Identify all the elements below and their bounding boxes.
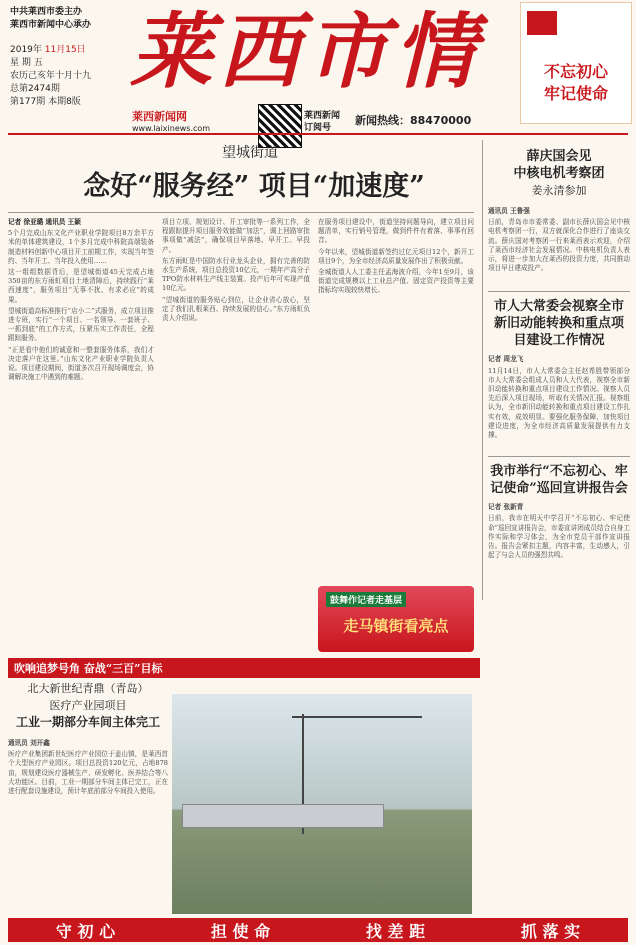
weekday: 星 期 五 (10, 58, 43, 68)
story-headline: 工业一期部分车间主体完工 (15, 715, 160, 729)
paragraph: 11月14日，市人大常委会主任赵希胜带领部分市人大常委会组成人员和人大代表，视察全市新旧动能转换和重点项目建设工作情况。视察人员先后深入项目现场，听取有关情况汇报。视察组认为，全市新旧动能转换和重点项目建设工作扎实有效，成效明显。要强化服务保障，加快项目建设进度，为全市经济高质量发展提供有力支撑。 (488, 366, 630, 440)
paragraph: 全城街道人人工委主任孟海波介绍，今年1至9月，该街道完成规模以上工业总产值、固定资产投资等主要指标均实现较快增长。 (318, 268, 474, 295)
slogan-item: 找 差 距 (365, 921, 426, 941)
paragraph: 这一组组数据背后，是望城街道45天完成占地350亩的东方雨虹项目土地清障后，持续践行“莱西速度”，服务项目“无事不扰、有求必应”的成果。 (8, 268, 154, 304)
divider (488, 456, 630, 457)
lead-column-3 (318, 218, 474, 298)
byline: 记者 张新青 (488, 503, 524, 512)
year: 2019年 (10, 45, 42, 55)
paragraph: 项目立项、规划设计、开工审批等一系列工作，全程跟踪提升项目服务效能做“加法”，调上回路审批事项做“减法”，确保项目早落地、早开工、早投产。 (162, 218, 310, 254)
page-count: 本期8版 (48, 97, 81, 107)
newspaper-title: 莱西市情 (130, 4, 482, 100)
paragraph: “正是看中他们的诚意和一整套服务体系，我们才决定落户在这里。”山东文化产业职业学院负责人说。项目建设期间，街道多次召开现场调度会，协调解决施工中遇到的难题。 (8, 345, 154, 382)
site-url[interactable]: www.laixinews.com (132, 124, 211, 133)
party-flag-icon (527, 11, 557, 35)
lead-column-2 (162, 218, 310, 325)
story-headline: 中核电机考察团 (513, 166, 605, 181)
column-divider (482, 140, 483, 600)
promo-banner[interactable] (318, 586, 474, 652)
site-logo[interactable] (132, 108, 252, 133)
divider (488, 291, 630, 292)
hotline-number: 88470000 (410, 114, 472, 127)
paragraph: 日前，青岛市市委常委、副市长薛庆国会见中核电机考察团一行，双方就深化合作进行了座谈交流。薛庆国对考察团一行来莱西表示欢迎，介绍了莱西市经济社会发展情况。中核电机负责人表示，将进一步加大在莱西的投资力度，共同推动项目早日建成投产。 (488, 218, 630, 273)
issue-number: 第177期 (10, 97, 46, 107)
site-name: 莱西新闻网 (132, 110, 187, 123)
date: 11月15日 (44, 45, 86, 55)
badge-line: 不忘初心 (543, 62, 608, 81)
section2-story (8, 680, 168, 798)
sponsor: 莱西市新闻中心承办 (10, 20, 92, 30)
lead-headline: 念好“服务经” 项目“加速度” (83, 171, 425, 202)
divider (8, 212, 474, 213)
story-headline: 医疗产业园项目 (49, 699, 127, 712)
footer-slogan-bar (8, 918, 628, 942)
paragraph: 在服务项目建设中，街道坚持问题导向，建立项目问题清单，实行销号管理，做到件件有着落、事事有回音。 (318, 218, 474, 245)
story-headline: 北大新世纪青鼎（青岛） (27, 682, 149, 695)
construction-photo (172, 694, 472, 914)
slogan-item: 抓 落 实 (520, 921, 581, 941)
paragraph: 东方雨虹是中国防水行业龙头企业，拥有完善的防水生产系统，项目总投资10亿元，一期年产高分子TPO防水材料生产线主装置。投产后年可实现产值10亿元。 (162, 256, 310, 293)
paragraph: “望城街道的服务贴心到位，让企业省心放心，坚定了我们扎根莱西、持续发展的信心。”东方雨虹负责人介绍说。 (162, 295, 310, 323)
lead-kicker: 望城街道 (222, 145, 278, 161)
promo-tag: 鼓舞作记者走基层 (326, 592, 406, 607)
slogan-item: 担 使 命 (210, 921, 271, 941)
subscribe-line: 莱西新闻 (304, 111, 341, 121)
crane-arm (292, 716, 422, 718)
paragraph: 5个月完成山东文化产业职业学院项目8万余平方米的单体建筑建设，1个多月完成中科院高端装备制造材料创新中心项目开工前期工作，实现当年签约、当年开工、当年投入使用…… (8, 229, 154, 265)
section-tag: 吹响追梦号角 奋战“三百”目标 (8, 658, 480, 678)
masthead-info (10, 6, 120, 109)
byline: 通讯员 王鲁强 (488, 207, 530, 215)
story-headline: 市人大常委会视察全市新旧动能转换和重点项目建设工作情况 (493, 299, 624, 349)
slogan-badge (520, 2, 632, 124)
lunar-date: 农历己亥年十月十九 (10, 71, 92, 81)
badge-line: 牢记使命 (543, 84, 608, 103)
story-headline: 我市举行“不忘初心、牢记使命”巡回宣讲报告会 (490, 464, 628, 497)
sponsor: 中共莱西市委主办 (10, 7, 83, 17)
byline: 记者 徐亚璐 通讯员 王颖 (8, 218, 81, 226)
hotline-label: 新闻热线： (355, 114, 410, 127)
paragraph: 望城街道高标准推行“店小二”式服务，成立项目推进专班，实行“一个项目、一名领导、一套班子、一抓到底”的工作方式，压紧压实工作责任，全程跟踪服务。 (8, 306, 154, 343)
paragraph: 医疗产业集团新世纪医疗产业园位于姜山镇，是莱西首个大型医疗产业园区。项目总投资120亿元，占地878亩，规划建设医疗器械生产、研发孵化、医养结合等八大功能区。目前，工业一期部分车间主体已完工，正在进行配套设施建设，预计年底前部分车间投入使用。 (8, 750, 168, 796)
building-block (182, 804, 384, 828)
paragraph: 日前，我市在明天中学召开“不忘初心、牢记使命”巡回宣讲报告会，市委宣讲团成员结合自身工作实际和学习体会，为全市党员干部作宣讲报告。报告会紧扣主题，内容丰富，生动感人，引起了与会人员的强烈共鸣。 (488, 514, 630, 560)
promo-title: 走马镇街看亮点 (343, 617, 449, 635)
right-column (488, 148, 630, 562)
subscribe-label (304, 110, 340, 134)
subscribe-line: 订阅号 (304, 123, 332, 133)
byline: 通讯员 刘开鑫 (8, 739, 50, 747)
hotline (355, 112, 471, 128)
total-issue: 总第2474期 (10, 84, 60, 94)
masthead-divider (8, 133, 628, 135)
slogan-item: 守 初 心 (55, 921, 116, 941)
story-headline: 薛庆国会见 (526, 149, 592, 164)
lead-column-1 (8, 218, 154, 384)
byline: 记者 周龙飞 (488, 355, 524, 364)
paragraph: 今年以来，望城街道新签约过亿元项目12个，新开工项目9个，为全市经济高质量发展作出了积极贡献。 (318, 247, 474, 265)
story-subheadline: 姜永清参加 (531, 184, 587, 197)
